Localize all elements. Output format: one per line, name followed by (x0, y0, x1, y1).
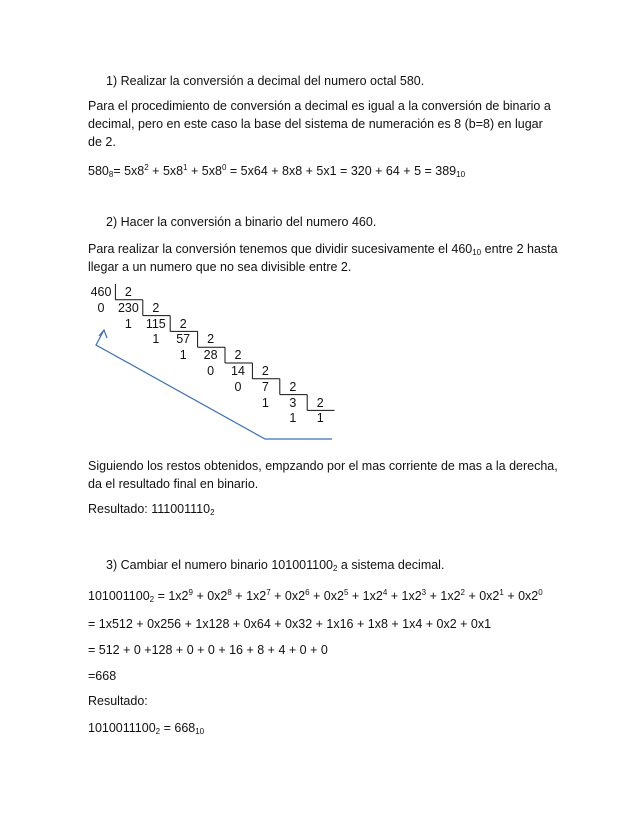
division-remainder: 1 (124, 316, 132, 331)
q1-equation: $580_8= 5x8^2 + 5x8^1 + 5x8^0 = 5x64 + 8x8 + 5x1 = 320 + 64 + 5 = 389_{10}$ (88, 163, 466, 179)
division-divisor: 2 (289, 379, 297, 394)
division-dividend: 28 (203, 348, 218, 363)
q3-line4: =668 (88, 669, 117, 683)
q3-heading: 3) Cambiar el numero binario $101001100_2$ a sistema decimal. (106, 558, 445, 573)
q3-line2: = 1x512 + 0x256 + 1x128 + 0x64 + 0x32 + 1x16 + 1x8 + 1x4 + 0x2 + 0x1 (88, 617, 492, 631)
q2-heading: 2) Hacer la conversión a binario del numero 460. (106, 215, 377, 229)
division-divisor: 2 (316, 395, 324, 410)
division-divisor: 2 (261, 364, 269, 378)
division-dividend: 57 (176, 332, 191, 347)
division-remainder: 0 (207, 364, 215, 378)
q2-paragraph: Para realizar la conversión tenemos que dividir sucesivamente el $460_{10}$ entre 2 hasta llegar a un numero que no sea divisible entre 2. (88, 242, 558, 274)
division-remainder: 1 (152, 332, 160, 347)
division-divisor: 2 (179, 316, 187, 331)
q3-line1: $101001100_2 = 1x2^9 + 0x2^8 + 1x2^7 + 0x2^6 + 0x2^5 + 1x2^4 + 1x2^3 + 1x2^2 + 0x2^1 + 0x2^0$ (88, 588, 543, 604)
division-last-quotient: 1 (316, 411, 324, 426)
q3-final: $1010011100_2 = 668_{10}$ (88, 721, 205, 736)
q2-result: Resultado: $111001110_2$ (88, 502, 215, 517)
division-divisor: 2 (234, 348, 242, 363)
division-dividend: 230 (117, 300, 139, 315)
division-dividend: 7 (261, 379, 269, 394)
division-divisor: 2 (207, 332, 215, 347)
q2-follow-text: Siguiendo los restos obtenidos, empzando por el mas corriente de mas a la derecha, da el resultado final en binario. (88, 459, 558, 491)
q3-line3: = 512 + 0 +128 + 0 + 0 + 16 + 8 + 4 + 0 + 0 (88, 643, 328, 657)
q3-result-label: Resultado: (88, 694, 148, 708)
q1-paragraph: Para el procedimiento de conversión a decimal es igual a la conversión de binario a decimal, pero en este caso la base del sistema de numeración es 8 (b=8) en lugar de 2. (88, 99, 551, 149)
division-remainder: 0 (234, 379, 242, 394)
division-dividend: 115 (145, 316, 166, 331)
arrow-path (96, 330, 332, 439)
division-divisor: 2 (152, 300, 160, 315)
division-remainder: 1 (289, 411, 297, 426)
division-dividend: 3 (289, 395, 297, 410)
division-dividend: 460 (90, 285, 112, 299)
division-remainder: 1 (179, 348, 187, 363)
division-remainder: 0 (97, 300, 105, 315)
division-dividend: 14 (231, 364, 245, 378)
division-divisor: 2 (124, 285, 132, 299)
q1-heading: 1) Realizar la conversión a decimal del numero octal 580. (106, 74, 425, 88)
division-remainder: 1 (261, 395, 269, 410)
